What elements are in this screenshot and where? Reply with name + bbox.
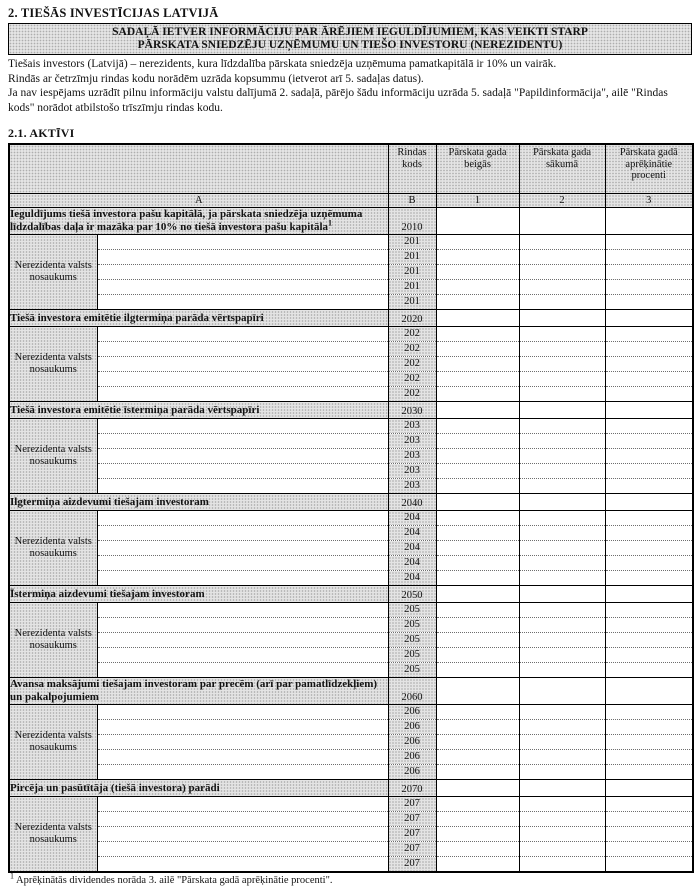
sub-row-code: 202 xyxy=(388,357,436,372)
country-name-cell xyxy=(97,857,388,873)
sub-row-code: 207 xyxy=(388,857,436,873)
sub-row-code: 206 xyxy=(388,765,436,780)
value-cell-start-of-year xyxy=(519,648,605,663)
sub-row-code: 206 xyxy=(388,735,436,750)
country-sub-row xyxy=(9,735,693,750)
value-cell-end-of-year xyxy=(436,280,519,295)
column-letter-3: 3 xyxy=(605,194,693,208)
value-cell-end-of-year xyxy=(436,541,519,556)
value-cell-start-of-year xyxy=(519,265,605,280)
country-name-cell xyxy=(97,663,388,678)
country-name-cell xyxy=(97,235,388,250)
value-cell-start-of-year xyxy=(519,419,605,434)
value-cell-interest xyxy=(605,342,693,357)
country-sub-row xyxy=(9,511,693,526)
value-cell-end-of-year xyxy=(436,327,519,342)
value-cell-start-of-year xyxy=(519,720,605,735)
value-cell-interest xyxy=(605,402,693,419)
sub-row-code: 201 xyxy=(388,250,436,265)
footnote-marker: 1 xyxy=(10,871,14,881)
section-label xyxy=(9,678,388,705)
section-label xyxy=(9,208,388,235)
subsection-title: 2.1. AKTĪVI xyxy=(8,126,75,140)
country-sub-row xyxy=(9,603,693,618)
country-sub-row xyxy=(9,387,693,402)
value-cell-end-of-year xyxy=(436,310,519,327)
column-letter-row xyxy=(9,194,693,208)
sub-row-code: 201 xyxy=(388,235,436,250)
side-label-nerezidenta-valsts: Nerezidenta valsts nosaukums xyxy=(9,603,97,678)
value-cell-end-of-year xyxy=(436,342,519,357)
value-cell-start-of-year xyxy=(519,663,605,678)
value-cell-interest xyxy=(605,678,693,705)
country-name-cell xyxy=(97,372,388,387)
column-letter-a: A xyxy=(9,194,388,208)
value-cell-start-of-year xyxy=(519,780,605,797)
value-cell-end-of-year xyxy=(436,479,519,494)
country-name-cell xyxy=(97,357,388,372)
footnote-text: Aprēķinātās dividendes norāda 3. ailē "Pārskata gadā aprēķinātie procenti". xyxy=(16,875,333,886)
sub-row-code: 201 xyxy=(388,280,436,295)
value-cell-end-of-year xyxy=(436,494,519,511)
country-sub-row xyxy=(9,449,693,464)
value-cell-interest xyxy=(605,387,693,402)
section-header-row xyxy=(9,208,693,235)
value-cell-start-of-year xyxy=(519,705,605,720)
section-row-code: 2010 xyxy=(388,208,436,235)
intro-text xyxy=(8,57,692,115)
value-cell-interest xyxy=(605,511,693,526)
country-sub-row xyxy=(9,419,693,434)
sub-row-code: 205 xyxy=(388,633,436,648)
value-cell-interest xyxy=(605,372,693,387)
country-name-cell xyxy=(97,541,388,556)
sub-row-code: 203 xyxy=(388,464,436,479)
section-banner xyxy=(8,23,692,55)
country-sub-row xyxy=(9,235,693,250)
value-cell-start-of-year xyxy=(519,235,605,250)
country-sub-row xyxy=(9,556,693,571)
value-cell-interest xyxy=(605,265,693,280)
value-cell-interest xyxy=(605,295,693,310)
sub-row-code: 202 xyxy=(388,342,436,357)
value-cell-interest xyxy=(605,526,693,541)
section-header-row xyxy=(9,586,693,603)
country-name-cell xyxy=(97,280,388,295)
value-cell-end-of-year xyxy=(436,842,519,857)
country-name-cell xyxy=(97,434,388,449)
value-cell-interest xyxy=(605,633,693,648)
header-rindas-kods: Rindas kods xyxy=(388,144,436,194)
sub-row-code: 205 xyxy=(388,648,436,663)
aktivi-table xyxy=(8,143,694,873)
sub-row-code: 207 xyxy=(388,812,436,827)
value-cell-end-of-year xyxy=(436,735,519,750)
section-label xyxy=(9,780,388,797)
value-cell-interest xyxy=(605,419,693,434)
country-sub-row xyxy=(9,663,693,678)
country-name-cell xyxy=(97,765,388,780)
country-name-cell xyxy=(97,479,388,494)
sub-row-code: 205 xyxy=(388,603,436,618)
sub-row-code: 203 xyxy=(388,449,436,464)
country-name-cell xyxy=(97,827,388,842)
sub-row-code: 204 xyxy=(388,526,436,541)
value-cell-interest xyxy=(605,310,693,327)
section-row-code: 2070 xyxy=(388,780,436,797)
country-sub-row xyxy=(9,571,693,586)
country-name-cell xyxy=(97,387,388,402)
sub-row-code: 203 xyxy=(388,479,436,494)
value-cell-end-of-year xyxy=(436,780,519,797)
value-cell-end-of-year xyxy=(436,765,519,780)
value-cell-end-of-year xyxy=(436,250,519,265)
country-sub-row xyxy=(9,797,693,812)
section-header-row xyxy=(9,678,693,705)
section-header-row xyxy=(9,310,693,327)
header-aprekinatie-procenti: Pārskata gadā aprēķinātie procenti xyxy=(605,144,693,194)
sub-row-code: 202 xyxy=(388,387,436,402)
country-sub-row xyxy=(9,842,693,857)
country-name-cell xyxy=(97,735,388,750)
column-letter-2: 2 xyxy=(519,194,605,208)
country-name-cell xyxy=(97,618,388,633)
value-cell-start-of-year xyxy=(519,556,605,571)
column-letter-1: 1 xyxy=(436,194,519,208)
value-cell-interest xyxy=(605,494,693,511)
value-cell-interest xyxy=(605,705,693,720)
value-cell-start-of-year xyxy=(519,827,605,842)
section-label xyxy=(9,402,388,419)
value-cell-interest xyxy=(605,750,693,765)
sub-row-code: 206 xyxy=(388,750,436,765)
value-cell-end-of-year xyxy=(436,586,519,603)
page-title: 2. TIEŠĀS INVESTĪCIJAS LATVIJĀ xyxy=(8,6,219,20)
value-cell-interest xyxy=(605,780,693,797)
section-row-code: 2030 xyxy=(388,402,436,419)
country-name-cell xyxy=(97,250,388,265)
value-cell-interest xyxy=(605,842,693,857)
value-cell-start-of-year xyxy=(519,310,605,327)
value-cell-start-of-year xyxy=(519,603,605,618)
value-cell-end-of-year xyxy=(436,372,519,387)
value-cell-interest xyxy=(605,479,693,494)
value-cell-start-of-year xyxy=(519,342,605,357)
value-cell-start-of-year xyxy=(519,842,605,857)
value-cell-start-of-year xyxy=(519,797,605,812)
value-cell-start-of-year xyxy=(519,735,605,750)
value-cell-interest xyxy=(605,603,693,618)
sub-row-code: 207 xyxy=(388,827,436,842)
banner-line-1: SADAĻĀ IETVER INFORMĀCIJU PAR ĀRĒJIEM IEGULDĪJUMIEM, KAS VEIKTI STARP xyxy=(112,26,588,38)
value-cell-interest xyxy=(605,449,693,464)
value-cell-interest xyxy=(605,586,693,603)
value-cell-end-of-year xyxy=(436,797,519,812)
value-cell-start-of-year xyxy=(519,618,605,633)
value-cell-end-of-year xyxy=(436,511,519,526)
value-cell-start-of-year xyxy=(519,586,605,603)
sub-row-code: 201 xyxy=(388,265,436,280)
sub-row-code: 204 xyxy=(388,571,436,586)
sub-row-code: 203 xyxy=(388,419,436,434)
value-cell-interest xyxy=(605,235,693,250)
value-cell-start-of-year xyxy=(519,678,605,705)
country-sub-row xyxy=(9,372,693,387)
value-cell-end-of-year xyxy=(436,235,519,250)
country-sub-row xyxy=(9,250,693,265)
country-name-cell xyxy=(97,556,388,571)
value-cell-interest xyxy=(605,434,693,449)
sub-row-code: 204 xyxy=(388,511,436,526)
value-cell-end-of-year xyxy=(436,295,519,310)
country-sub-row xyxy=(9,295,693,310)
value-cell-start-of-year xyxy=(519,511,605,526)
value-cell-interest xyxy=(605,571,693,586)
country-sub-row xyxy=(9,857,693,873)
country-name-cell xyxy=(97,449,388,464)
value-cell-start-of-year xyxy=(519,402,605,419)
value-cell-end-of-year xyxy=(436,464,519,479)
value-cell-interest xyxy=(605,827,693,842)
country-sub-row xyxy=(9,618,693,633)
header-gada-sakuma: Pārskata gada sākumā xyxy=(519,144,605,194)
country-name-cell xyxy=(97,419,388,434)
country-sub-row xyxy=(9,633,693,648)
value-cell-interest xyxy=(605,464,693,479)
value-cell-interest xyxy=(605,618,693,633)
intro-paragraph: Ja nav iespējams uzrādīt pilnu informāciju valstu dalījumā 2. sadaļā, pārējo šādu informāciju uzrāda 5. sadaļā "Papildinformācija", ailē "Rindas kods" norādot atbilstošo trīszīmju rindas kodu. xyxy=(8,87,668,114)
value-cell-start-of-year xyxy=(519,295,605,310)
section-header-row xyxy=(9,780,693,797)
country-name-cell xyxy=(97,295,388,310)
sub-row-code: 207 xyxy=(388,842,436,857)
value-cell-interest xyxy=(605,280,693,295)
value-cell-end-of-year xyxy=(436,827,519,842)
country-name-cell xyxy=(97,526,388,541)
section-label xyxy=(9,494,388,511)
value-cell-end-of-year xyxy=(436,571,519,586)
country-name-cell xyxy=(97,603,388,618)
country-sub-row xyxy=(9,648,693,663)
value-cell-interest xyxy=(605,648,693,663)
value-cell-interest xyxy=(605,812,693,827)
country-name-cell xyxy=(97,750,388,765)
country-sub-row xyxy=(9,342,693,357)
side-label-nerezidenta-valsts: Nerezidenta valsts nosaukums xyxy=(9,419,97,494)
value-cell-start-of-year xyxy=(519,494,605,511)
value-cell-end-of-year xyxy=(436,705,519,720)
sub-row-code: 201 xyxy=(388,295,436,310)
value-cell-interest xyxy=(605,556,693,571)
country-sub-row xyxy=(9,541,693,556)
value-cell-start-of-year xyxy=(519,357,605,372)
value-cell-start-of-year xyxy=(519,633,605,648)
country-name-cell xyxy=(97,327,388,342)
country-name-cell xyxy=(97,648,388,663)
value-cell-end-of-year xyxy=(436,402,519,419)
intro-paragraph: Tiešais investors (Latvijā) – nerezidents, kura līdzdalība pārskata sniedzēja uzņēmuma pamatkapitālā ir 10% un vairāk. xyxy=(8,58,557,70)
country-name-cell xyxy=(97,571,388,586)
value-cell-start-of-year xyxy=(519,280,605,295)
country-name-cell xyxy=(97,511,388,526)
value-cell-interest xyxy=(605,857,693,873)
value-cell-end-of-year xyxy=(436,633,519,648)
section-header-row xyxy=(9,402,693,419)
value-cell-end-of-year xyxy=(436,678,519,705)
country-name-cell xyxy=(97,633,388,648)
country-sub-row xyxy=(9,479,693,494)
value-cell-start-of-year xyxy=(519,750,605,765)
value-cell-end-of-year xyxy=(436,750,519,765)
value-cell-start-of-year xyxy=(519,812,605,827)
value-cell-interest xyxy=(605,541,693,556)
sub-row-code: 205 xyxy=(388,618,436,633)
country-sub-row xyxy=(9,812,693,827)
value-cell-end-of-year xyxy=(436,648,519,663)
value-cell-end-of-year xyxy=(436,663,519,678)
country-name-cell xyxy=(97,797,388,812)
country-sub-row xyxy=(9,357,693,372)
value-cell-start-of-year xyxy=(519,526,605,541)
sub-row-code: 204 xyxy=(388,541,436,556)
value-cell-end-of-year xyxy=(436,265,519,280)
country-sub-row xyxy=(9,750,693,765)
value-cell-interest xyxy=(605,357,693,372)
value-cell-start-of-year xyxy=(519,571,605,586)
country-sub-row xyxy=(9,280,693,295)
value-cell-start-of-year xyxy=(519,541,605,556)
value-cell-interest xyxy=(605,208,693,235)
country-sub-row xyxy=(9,464,693,479)
value-cell-start-of-year xyxy=(519,208,605,235)
side-label-nerezidenta-valsts: Nerezidenta valsts nosaukums xyxy=(9,235,97,310)
country-name-cell xyxy=(97,720,388,735)
value-cell-end-of-year xyxy=(436,720,519,735)
section-footnote-marker: 1 xyxy=(328,218,333,228)
value-cell-end-of-year xyxy=(436,357,519,372)
sub-row-code: 206 xyxy=(388,720,436,735)
side-label-nerezidenta-valsts: Nerezidenta valsts nosaukums xyxy=(9,327,97,402)
value-cell-start-of-year xyxy=(519,479,605,494)
country-sub-row xyxy=(9,705,693,720)
section-label-text: Tiešā investora emitētie ilgtermiņa parāda vērtspapīri xyxy=(10,311,264,324)
country-sub-row xyxy=(9,720,693,735)
value-cell-end-of-year xyxy=(436,556,519,571)
section-row-code: 2040 xyxy=(388,494,436,511)
section-header-row xyxy=(9,494,693,511)
country-sub-row xyxy=(9,434,693,449)
country-name-cell xyxy=(97,342,388,357)
section-row-code: 2050 xyxy=(388,586,436,603)
country-sub-row xyxy=(9,827,693,842)
intro-paragraph: Rindās ar četrzīmju rindas kodu norādēm uzrāda kopsummu (ietverot arī 5. sadaļas datus). xyxy=(8,72,424,85)
sub-row-code: 204 xyxy=(388,556,436,571)
value-cell-end-of-year xyxy=(436,419,519,434)
country-sub-row xyxy=(9,765,693,780)
section-row-code: 2060 xyxy=(388,678,436,705)
section-label-text: Pircēja un pasūtītāja (tiešā investora) parādi xyxy=(10,781,220,794)
sub-row-code: 202 xyxy=(388,372,436,387)
section-label xyxy=(9,310,388,327)
value-cell-start-of-year xyxy=(519,372,605,387)
section-row-code: 2020 xyxy=(388,310,436,327)
column-letter-b: B xyxy=(388,194,436,208)
footnote xyxy=(8,871,692,886)
table-header-row xyxy=(9,144,693,194)
value-cell-interest xyxy=(605,720,693,735)
country-name-cell xyxy=(97,464,388,479)
section-label-text: Avansa maksājumi tiešajam investoram par precēm (arī par pamatlīdzekļiem) un pakalpojumiem xyxy=(10,678,378,703)
value-cell-interest xyxy=(605,327,693,342)
sub-row-code: 207 xyxy=(388,797,436,812)
value-cell-end-of-year xyxy=(436,603,519,618)
sub-row-code: 206 xyxy=(388,705,436,720)
value-cell-end-of-year xyxy=(436,387,519,402)
value-cell-interest xyxy=(605,735,693,750)
value-cell-interest xyxy=(605,663,693,678)
value-cell-start-of-year xyxy=(519,765,605,780)
value-cell-end-of-year xyxy=(436,857,519,873)
sub-row-code: 205 xyxy=(388,663,436,678)
value-cell-start-of-year xyxy=(519,857,605,873)
section-label-text: Ieguldījums tiešā investora pašu kapitālā, ja pārskata sniedzēja uzņēmuma līdzdalības daļa ir mazāka par 10% no tiešā investora pašu kapitāla xyxy=(10,208,363,233)
value-cell-interest xyxy=(605,765,693,780)
value-cell-end-of-year xyxy=(436,449,519,464)
value-cell-end-of-year xyxy=(436,434,519,449)
sub-row-code: 202 xyxy=(388,327,436,342)
value-cell-start-of-year xyxy=(519,449,605,464)
value-cell-start-of-year xyxy=(519,434,605,449)
section-label-text: Ilgtermiņa aizdevumi tiešajam investoram xyxy=(10,495,209,508)
country-name-cell xyxy=(97,705,388,720)
value-cell-start-of-year xyxy=(519,387,605,402)
country-name-cell xyxy=(97,842,388,857)
country-name-cell xyxy=(97,812,388,827)
value-cell-start-of-year xyxy=(519,327,605,342)
side-label-nerezidenta-valsts: Nerezidenta valsts nosaukums xyxy=(9,797,97,873)
country-sub-row xyxy=(9,526,693,541)
header-gada-beigas: Pārskata gada beigās xyxy=(436,144,519,194)
banner-line-2: PĀRSKATA SNIEDZĒJU UZŅĒMUMU UN TIEŠO INVESTORU (NEREZIDENTU) xyxy=(137,38,563,51)
value-cell-end-of-year xyxy=(436,618,519,633)
section-label xyxy=(9,586,388,603)
side-label-nerezidenta-valsts: Nerezidenta valsts nosaukums xyxy=(9,705,97,780)
country-name-cell xyxy=(97,265,388,280)
value-cell-interest xyxy=(605,250,693,265)
value-cell-start-of-year xyxy=(519,250,605,265)
sub-row-code: 203 xyxy=(388,434,436,449)
value-cell-end-of-year xyxy=(436,526,519,541)
value-cell-start-of-year xyxy=(519,464,605,479)
country-sub-row xyxy=(9,327,693,342)
value-cell-end-of-year xyxy=(436,208,519,235)
section-label-text: Tiešā investora emitētie īstermiņa parāda vērtspapīri xyxy=(10,403,260,416)
country-sub-row xyxy=(9,265,693,280)
side-label-nerezidenta-valsts: Nerezidenta valsts nosaukums xyxy=(9,511,97,586)
section-label-text: Īstermiņa aizdevumi tiešajam investoram xyxy=(10,587,205,600)
header-description-cell xyxy=(9,144,388,194)
value-cell-interest xyxy=(605,797,693,812)
value-cell-end-of-year xyxy=(436,812,519,827)
